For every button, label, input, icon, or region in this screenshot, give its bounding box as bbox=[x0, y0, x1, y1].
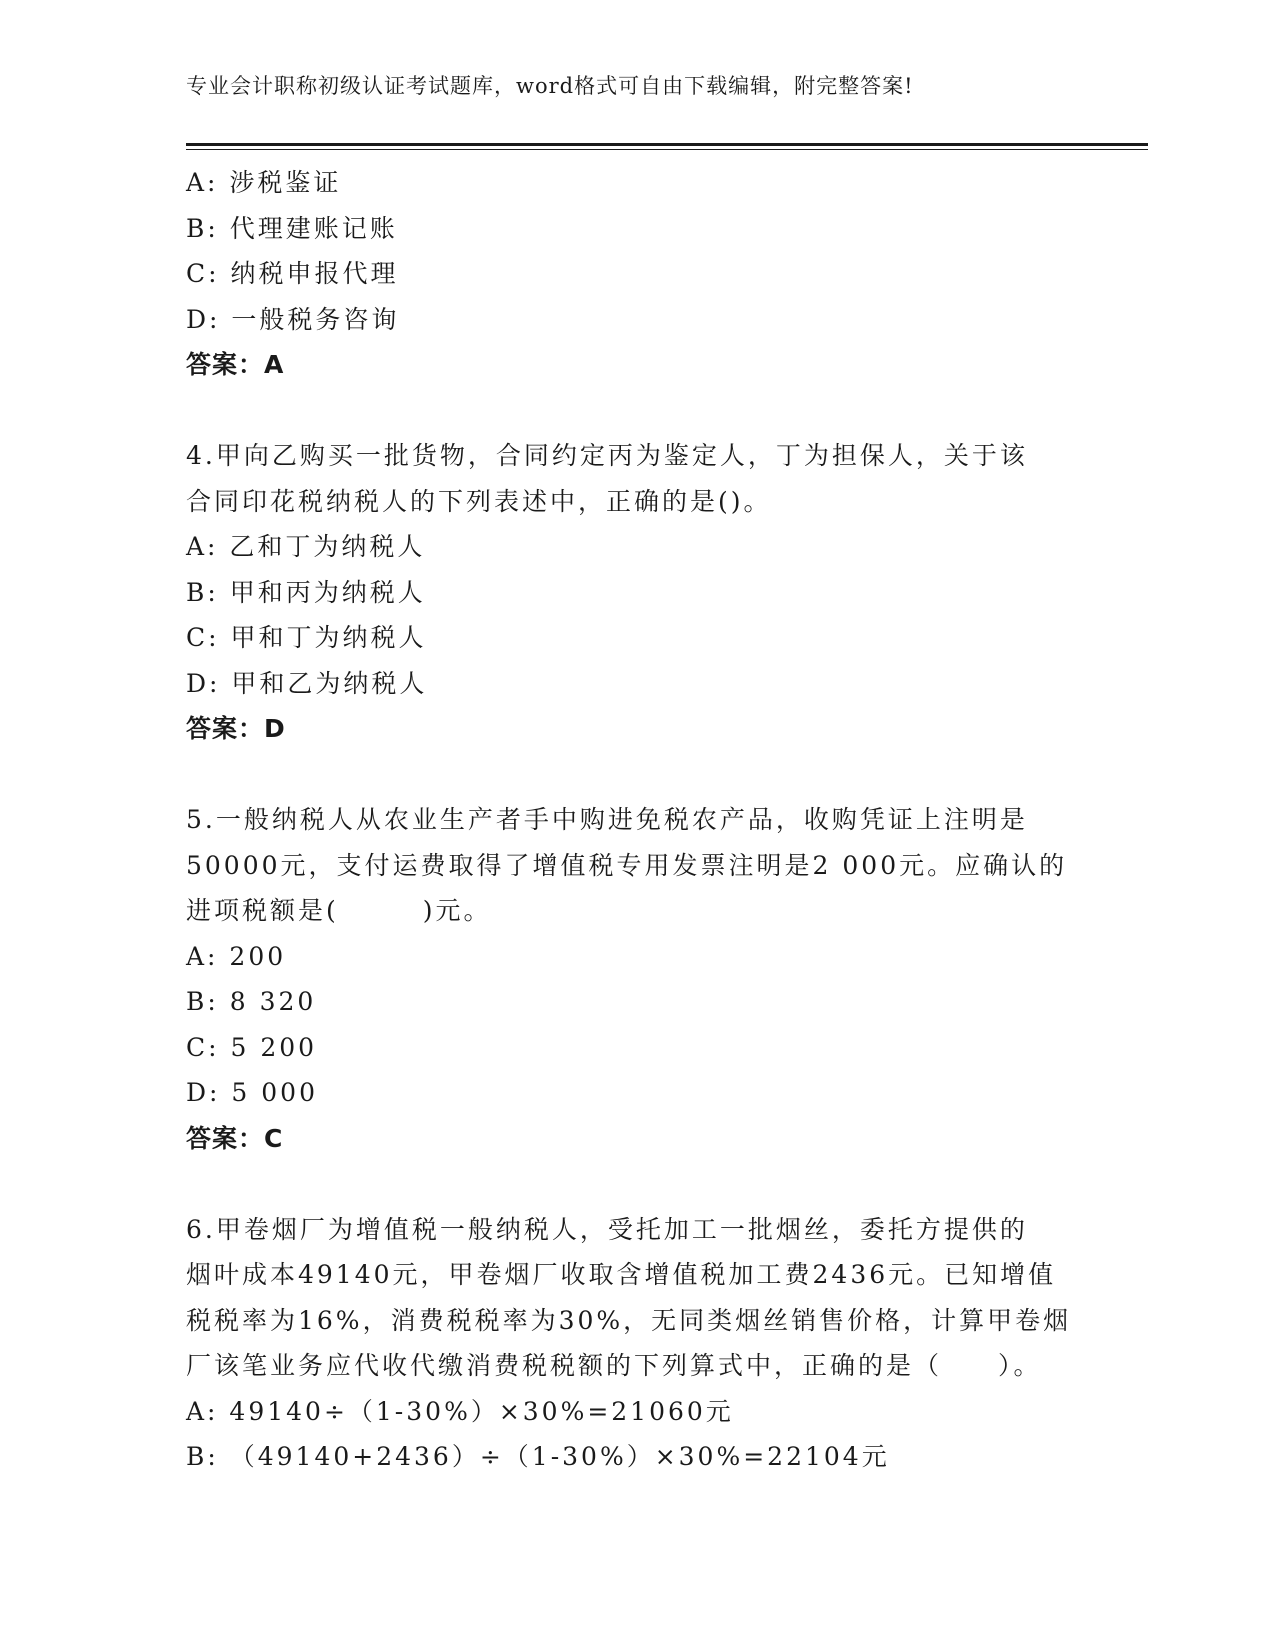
header-divider-thin bbox=[186, 149, 1148, 150]
option-d: D: 一般税务咨询 bbox=[186, 304, 400, 334]
question-stem-line: 进项税额是( )元。 bbox=[186, 896, 492, 925]
option-a: A: 乙和丁为纳税人 bbox=[186, 532, 426, 561]
question-5-block bbox=[186, 797, 1086, 1161]
question-stem-line: 税税率为16%，消费税税率为30%，无同类烟丝销售价格，计算甲卷烟 bbox=[186, 1305, 1072, 1335]
question-stem-line: 5.一般纳税人从农业生产者手中购进免税农产品，收购凭证上注明是 bbox=[186, 805, 1028, 834]
question-3-block bbox=[186, 160, 1086, 388]
spacer bbox=[186, 1161, 1086, 1207]
option-c: C: 纳税申报代理 bbox=[186, 259, 399, 288]
option-c: C: 甲和丁为纳税人 bbox=[186, 623, 427, 652]
option-b: B: 代理建账记账 bbox=[186, 213, 398, 243]
page-header: 专业会计职称初级认证考试题库，word格式可自由下载编辑，附完整答案! bbox=[186, 74, 914, 98]
question-stem-line: 烟叶成本49140元，甲卷烟厂收取含增值税加工费2436元。已知增值 bbox=[186, 1260, 1057, 1289]
option-c: C: 5 200 bbox=[186, 1032, 318, 1062]
spacer bbox=[186, 752, 1086, 798]
option-a: A: 49140÷（1-30%）×30%=21060元 bbox=[186, 1396, 734, 1426]
answer-line: 答案：A bbox=[186, 350, 285, 379]
question-4-block bbox=[186, 433, 1086, 752]
option-a: A: 200 bbox=[186, 941, 287, 971]
question-stem-line: 4.甲向乙购买一批货物，合同约定丙为鉴定人，丁为担保人，关于该 bbox=[186, 441, 1028, 470]
question-stem-line: 合同印花税纳税人的下列表述中，正确的是()。 bbox=[186, 486, 772, 516]
question-6-block bbox=[186, 1207, 1086, 1480]
header-divider-thick bbox=[186, 143, 1148, 146]
option-b: B: （49140+2436）÷（1-30%）×30%=22104元 bbox=[186, 1442, 890, 1471]
question-stem-line: 50000元，支付运费取得了增值税专用发票注明是2 000元。应确认的 bbox=[186, 850, 1068, 880]
option-a: A: 涉税鉴证 bbox=[186, 168, 342, 197]
question-stem-line: 厂该笔业务应代收代缴消费税税额的下列算式中，正确的是（ ）。 bbox=[186, 1351, 1042, 1380]
option-b: B: 8 320 bbox=[186, 987, 317, 1016]
answer-line: 答案：D bbox=[186, 714, 286, 743]
option-d: D: 5 000 bbox=[186, 1078, 318, 1107]
document-body bbox=[186, 160, 1086, 1480]
question-stem-line: 6.甲卷烟厂为增值税一般纳税人，受托加工一批烟丝，委托方提供的 bbox=[186, 1214, 1028, 1244]
option-d: D: 甲和乙为纳税人 bbox=[186, 668, 428, 698]
spacer bbox=[186, 388, 1086, 434]
option-b: B: 甲和丙为纳税人 bbox=[186, 577, 426, 607]
answer-line: 答案：C bbox=[186, 1123, 284, 1153]
